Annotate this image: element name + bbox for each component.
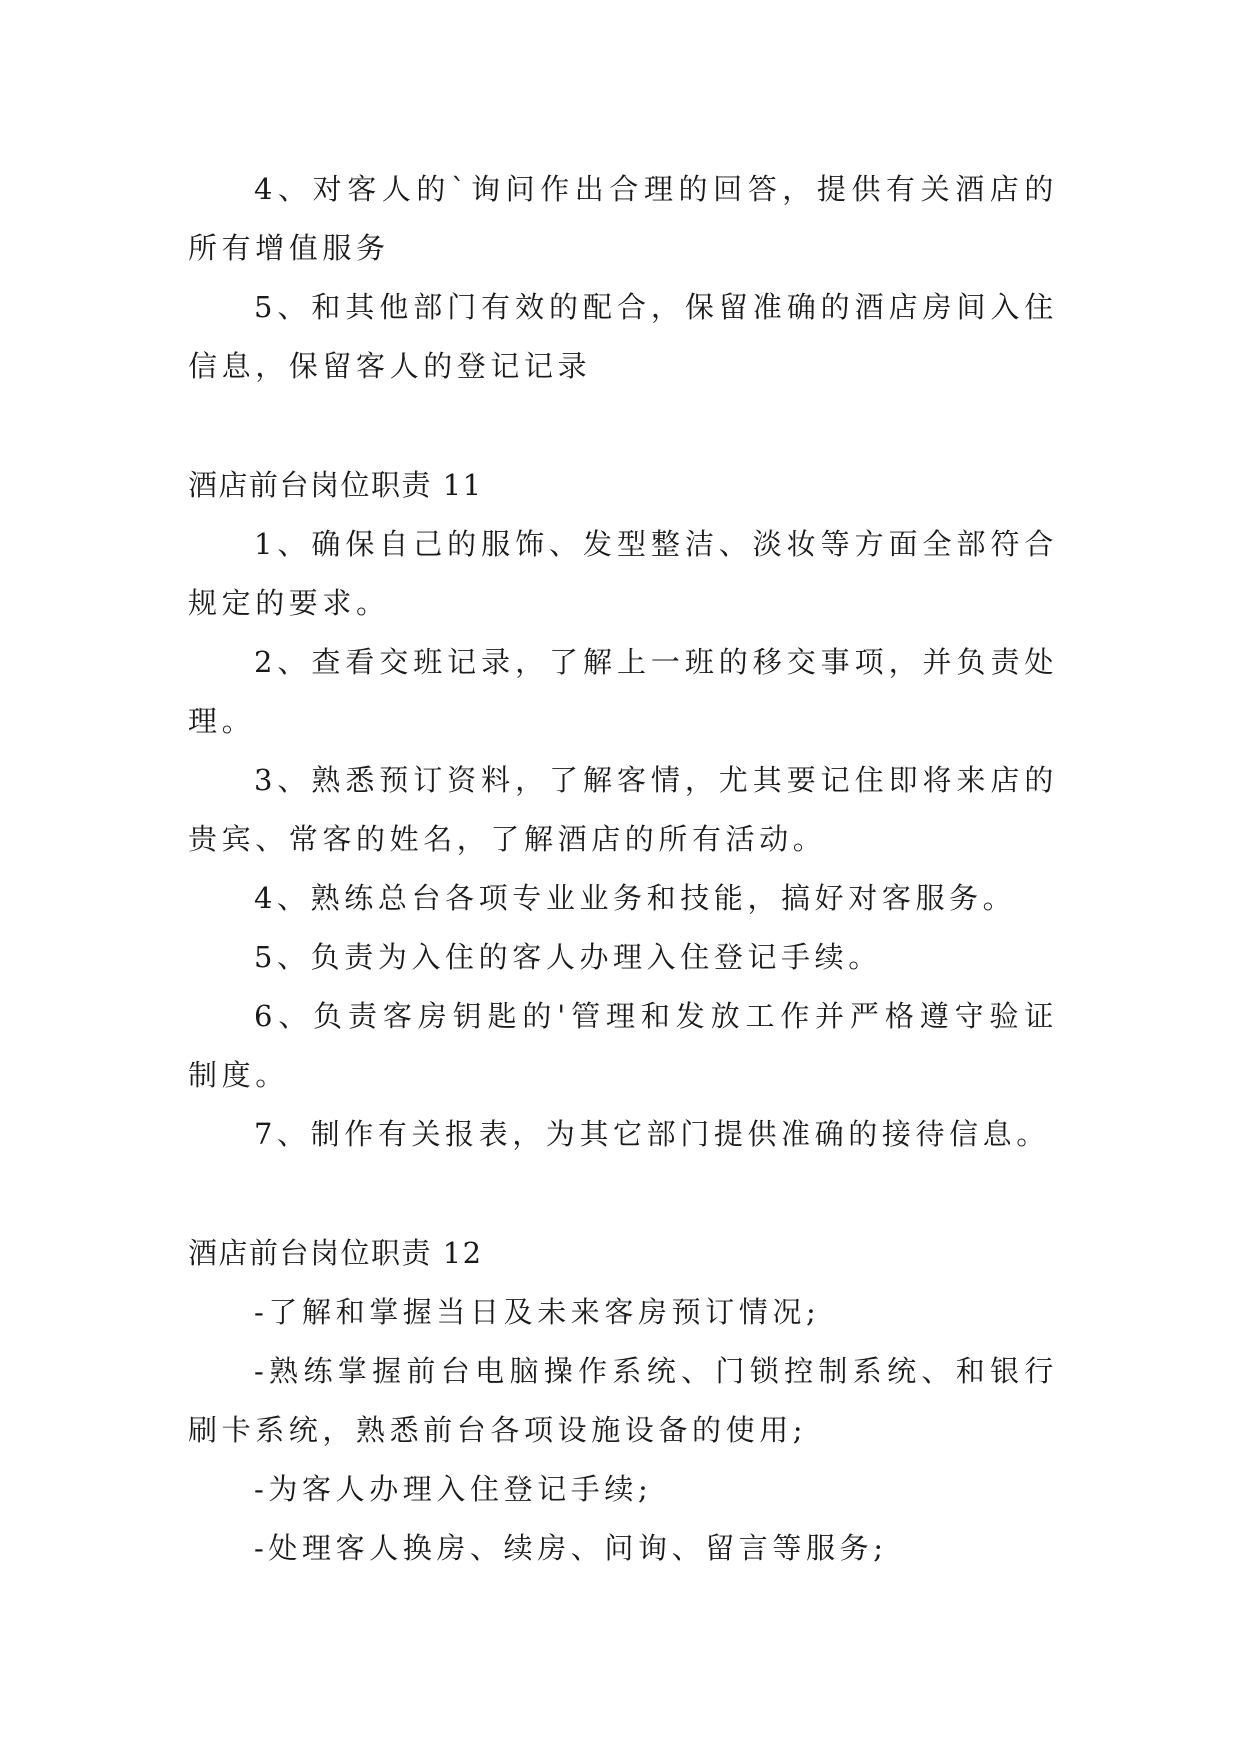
paragraph: 5、负责为入住的客人办理入住登记手续。 [254,940,882,974]
paragraph: 2、查看交班记录，了解上一班的移交事项，并负责处理。 [188,645,1058,738]
paragraph: 5、和其他部门有效的配合，保留准确的酒店房间入住信息，保留客人的登记记录 [188,290,1058,383]
paragraph: -处理客人换房、续房、问询、留言等服务; [254,1531,888,1565]
section-spacer [188,1164,1058,1224]
paragraph: -熟练掌握前台电脑操作系统、门锁控制系统、和银行刷卡系统，熟悉前台各项设施设备的使用; [188,1354,1058,1447]
paragraph: 4、熟练总台各项专业业务和技能，搞好对客服务。 [254,881,1017,915]
paragraph: 3、熟悉预订资料，了解客情，尤其要记住即将来店的贵宾、常客的姓名，了解酒店的所有活动。 [188,763,1058,856]
section-heading: 酒店前台岗位职责 12 [188,1236,483,1270]
section-spacer [188,396,1058,456]
paragraph: -为客人办理入住登记手续; [254,1472,653,1506]
section-heading: 酒店前台岗位职责 11 [188,468,483,502]
document-body [188,160,1058,1578]
paragraph: -了解和掌握当日及未来客房预订情况; [254,1295,821,1329]
paragraph: 4、对客人的`询问作出合理的回答，提供有关酒店的所有增值服务 [188,172,1058,265]
paragraph: 7、制作有关报表，为其它部门提供准确的接待信息。 [254,1117,1050,1151]
paragraph: 6、负责客房钥匙的'管理和发放工作并严格遵守验证制度。 [188,999,1058,1092]
paragraph: 1、确保自己的服饰、发型整洁、淡妆等方面全部符合规定的要求。 [188,527,1058,620]
